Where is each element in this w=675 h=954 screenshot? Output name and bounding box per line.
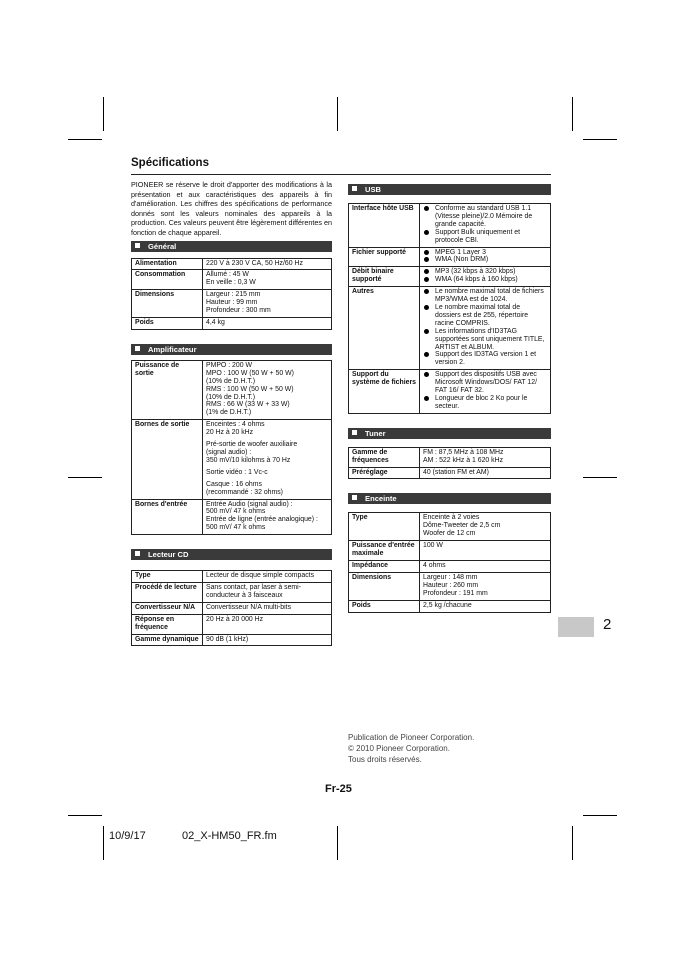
bullet-item	[423, 304, 547, 328]
spec-key: Dimensions	[132, 290, 203, 318]
bullet-item	[423, 249, 547, 257]
crop-mark	[583, 815, 617, 816]
bullet-item	[423, 395, 547, 411]
spec-value	[420, 247, 551, 267]
square-icon	[135, 551, 140, 556]
table-row	[132, 420, 332, 499]
spec-value	[420, 287, 551, 370]
footer-filename: 02_X-HM50_FR.fm	[182, 830, 277, 842]
publication-line: © 2010 Pioneer Corporation.	[348, 744, 450, 753]
section-amplifier	[131, 344, 332, 535]
spec-key: Convertisseur N/A	[132, 602, 203, 614]
spec-value	[203, 634, 332, 646]
crop-mark	[572, 97, 573, 131]
spec-key: Type	[132, 571, 203, 583]
table-row	[132, 583, 332, 603]
crop-mark	[68, 477, 102, 478]
spec-key: Alimentation	[132, 258, 203, 270]
bullet-icon	[424, 257, 429, 262]
value-line: Sortie vidéo : 1 Vc-c	[206, 468, 268, 476]
value-line: RMS : 66 W (33 W + 33 W)	[206, 401, 290, 409]
value-line: 90 dB (1 kHz)	[206, 635, 249, 643]
table-row	[132, 360, 332, 419]
spec-key: Autres	[349, 287, 420, 370]
bullet-item	[423, 276, 547, 284]
value-line: 500 mV/ 47 k ohms	[206, 508, 266, 516]
spec-value	[420, 267, 551, 287]
table-row	[132, 634, 332, 646]
value-line: Sans contact, par laser à semi-conducteur à 3 faisceaux	[206, 584, 301, 599]
table-row	[132, 602, 332, 614]
bullet-item	[423, 229, 547, 245]
value-line: Woofer de 12 cm	[423, 530, 476, 538]
value-line: 2,5 kg /chacune	[423, 601, 472, 609]
value-line: (10% de D.H.T.)	[206, 393, 256, 401]
value-line: Entrée Audio (signal audio) :	[206, 500, 293, 508]
spec-key: Poids	[349, 600, 420, 612]
table-row	[349, 204, 551, 248]
value-line: (1% de D.H.T.)	[206, 409, 252, 417]
spec-table	[348, 447, 551, 480]
right-column	[348, 184, 551, 613]
crop-mark	[583, 139, 617, 140]
square-icon	[352, 495, 357, 500]
value-line: 500 mV/ 47 k ohms	[206, 524, 266, 532]
spec-table	[348, 512, 551, 612]
section-heading: Général	[131, 241, 332, 252]
value-line: 20 Hz à 20 000 Hz	[206, 615, 264, 623]
spec-table	[348, 203, 551, 414]
crop-mark	[337, 97, 338, 131]
bullet-icon	[424, 305, 429, 310]
spec-key: Puissance d'entrée maximale	[349, 541, 420, 561]
crop-mark	[68, 139, 102, 140]
value-line: 4 ohms	[423, 562, 446, 569]
table-row	[349, 572, 551, 600]
bullet-text: WMA (Non DRM)	[435, 256, 489, 264]
spec-table	[131, 360, 332, 535]
spec-key: Interface hôte USB	[349, 204, 420, 248]
table-row	[349, 287, 551, 370]
crop-mark	[583, 477, 617, 478]
spec-key: Type	[349, 513, 420, 541]
spec-key: Gamme de fréquences	[349, 447, 420, 467]
crop-mark	[103, 826, 104, 860]
section-general	[131, 241, 332, 330]
value-line: Allumé : 45 W	[206, 271, 249, 279]
section-tuner	[348, 428, 551, 480]
spec-value	[203, 258, 332, 270]
spec-value	[203, 499, 332, 535]
value-line: (10% de D.H.T.)	[206, 377, 256, 385]
publication-line: Publication de Pioneer Corporation.	[348, 733, 475, 742]
value-line: 350 mV/10 kilohms à 70 Hz	[206, 456, 291, 464]
value-line: Enceintes : 4 ohms	[206, 421, 265, 429]
bullet-item	[423, 288, 547, 304]
spec-key: Bornes de sortie	[132, 420, 203, 499]
value-line: 20 Hz à 20 kHz	[206, 429, 254, 437]
value-line: En veille : 0,3 W	[206, 279, 256, 287]
section-cd-player	[131, 549, 332, 646]
spec-key: Bornes d'entrée	[132, 499, 203, 535]
table-row	[349, 370, 551, 414]
bullet-icon	[424, 250, 429, 255]
publication-line: Tous droits réservés.	[348, 755, 422, 764]
chapter-tab	[558, 617, 594, 637]
table-row	[132, 270, 332, 290]
bullet-item	[423, 205, 547, 229]
value-line: PMPO : 200 W	[206, 361, 252, 369]
value-line: Largeur : 215 mm	[206, 291, 261, 299]
bullet-item	[423, 328, 547, 352]
value-line: Convertisseur N/A multi-bits	[206, 603, 292, 611]
spec-value	[420, 600, 551, 612]
page-title: Spécifications	[131, 157, 209, 169]
table-row	[349, 247, 551, 267]
table-row	[132, 499, 332, 535]
bullet-icon	[424, 230, 429, 235]
value-line: FM : 87,5 MHz à 108 MHz	[423, 448, 504, 456]
table-row	[349, 447, 551, 467]
bullet-icon	[424, 269, 429, 274]
square-icon	[352, 430, 357, 435]
spec-value	[203, 360, 332, 419]
page-number: Fr-25	[325, 783, 352, 795]
value-line: 40 (station FM et AM)	[423, 468, 489, 476]
value-line: Hauteur : 99 mm	[206, 299, 258, 307]
bullet-item	[423, 256, 547, 264]
bullet-text: Support des dispositifs USB avec Microsoft Windows/DOS/ FAT 12/ FAT 16/ FAT 32.	[435, 371, 537, 395]
value-line: Dôme-Tweeter de 2,5 cm	[423, 522, 501, 530]
bullet-text: Longueur de bloc 2 Ko pour le secteur.	[435, 394, 528, 410]
spec-key: Puissance de sortie	[132, 360, 203, 419]
bullet-icon	[424, 289, 429, 294]
value-line: AM : 522 kHz à 1 620 kHz	[423, 456, 504, 464]
spec-value	[420, 467, 551, 479]
value-line: Profondeur : 300 mm	[206, 307, 271, 315]
table-row	[349, 467, 551, 479]
spec-value	[203, 583, 332, 603]
table-row	[132, 571, 332, 583]
spec-table	[131, 258, 332, 330]
section-usb	[348, 184, 551, 414]
value-line: MPO : 100 W (50 W + 50 W)	[206, 369, 294, 377]
square-icon	[135, 243, 140, 248]
bullet-icon	[424, 352, 429, 357]
bullet-item	[423, 268, 547, 276]
title-rule	[131, 174, 551, 175]
square-icon	[352, 186, 357, 191]
value-line: (recommandé : 32 ohms)	[206, 488, 283, 496]
spec-value	[203, 614, 332, 634]
spec-value	[203, 270, 332, 290]
spec-value	[203, 420, 332, 499]
spec-value	[203, 602, 332, 614]
section-heading: Amplificateur	[131, 344, 332, 355]
section-heading: USB	[348, 184, 551, 195]
value-line: Enceinte à 2 voies	[423, 514, 480, 522]
spec-key: Procédé de lecture	[132, 583, 203, 603]
table-row	[349, 561, 551, 573]
table-row	[349, 600, 551, 612]
value-line: RMS : 100 W (50 W + 50 W)	[206, 385, 294, 393]
spec-key: Réponse en fréquence	[132, 614, 203, 634]
spec-value	[420, 370, 551, 414]
crop-mark	[572, 826, 573, 860]
table-row	[132, 290, 332, 318]
bullet-icon	[424, 396, 429, 401]
square-icon	[135, 346, 140, 351]
spec-key: Préréglage	[349, 467, 420, 479]
spec-table	[131, 570, 332, 646]
bullet-text: Le nombre maximal total de fichiers MP3/WMA est de 1024.	[435, 288, 544, 304]
bullet-text: Conforme au standard USB 1.1 (Vitesse pleine)/2.0 Mémoire de grande capacité.	[435, 205, 533, 228]
spec-key: Débit binaire supporté	[349, 267, 420, 287]
spec-key: Fichier supporté	[349, 247, 420, 267]
spec-key: Impédance	[349, 561, 420, 573]
section-heading: Enceinte	[348, 493, 551, 504]
value-line: Entrée de ligne (entrée analogique) :	[206, 516, 318, 524]
value-line: Hauteur : 260 mm	[423, 581, 479, 589]
spec-value	[420, 572, 551, 600]
value-line: Profondeur : 191 mm	[423, 589, 488, 597]
bullet-text: Support Bulk uniquement et protocole CBI.	[435, 228, 521, 244]
bullet-icon	[424, 206, 429, 211]
value-line: Lecteur de disque simple compacts	[206, 572, 315, 580]
spec-value	[203, 571, 332, 583]
bullet-text: Le nombre maximal total de dossiers est de 255, répertoire racine COMPRIS.	[435, 303, 529, 327]
spec-value	[420, 561, 551, 573]
spec-value	[420, 204, 551, 248]
value-line: 100 W	[423, 542, 443, 550]
spec-key: Poids	[132, 318, 203, 330]
crop-mark	[68, 815, 102, 816]
bullet-text: MP3 (32 kbps à 320 kbps)	[435, 268, 516, 276]
chapter-number: 2	[603, 616, 612, 633]
value-line: (signal audio) :	[206, 448, 252, 456]
crop-mark	[337, 826, 338, 860]
section-heading: Lecteur CD	[131, 549, 332, 560]
crop-mark	[103, 97, 104, 131]
spec-value	[203, 318, 332, 330]
left-column	[131, 180, 332, 646]
value-line: Casque : 16 ohms	[206, 480, 262, 488]
spec-key: Dimensions	[349, 572, 420, 600]
bullet-icon	[424, 329, 429, 334]
spec-value	[420, 447, 551, 467]
spec-value	[420, 541, 551, 561]
spec-key: Gamme dynamique	[132, 634, 203, 646]
bullet-item	[423, 371, 547, 395]
table-row	[349, 541, 551, 561]
intro-paragraph: PIONEER se réserve le droit d'apporter des modifications à la présentation et aux caractéristiques des appareils à fin d'amélioration. Les chiffres des spécifications de performance donnés sont les valeurs nominales des appareils à la production. Ces valeurs peuvent être légèrement différentes en fonction de chaque appareil.	[131, 180, 332, 237]
value-line: Largeur : 148 mm	[423, 573, 478, 581]
value-line: Pré-sortie de woofer auxiliaire	[206, 441, 298, 449]
section-heading: Tuner	[348, 428, 551, 439]
table-row	[349, 267, 551, 287]
value-line: 4,4 kg	[206, 319, 225, 326]
table-row	[132, 258, 332, 270]
bullet-text: Support des ID3TAG version 1 et version 2.	[435, 351, 536, 367]
bullet-icon	[424, 277, 429, 282]
bullet-text: Les informations d'ID3TAG supportées sont uniquement TITLE, ARTIST et ALBUM.	[435, 327, 545, 351]
table-row	[132, 318, 332, 330]
spec-key: Support du système de fichiers	[349, 370, 420, 414]
bullet-text: WMA (64 kbps à 160 kbps)	[435, 276, 518, 284]
publication-notice	[348, 732, 474, 765]
spec-value	[203, 290, 332, 318]
section-speaker	[348, 493, 551, 612]
bullet-item	[423, 351, 547, 367]
spec-key: Consommation	[132, 270, 203, 290]
table-row	[132, 614, 332, 634]
bullet-icon	[424, 372, 429, 377]
footer-date: 10/9/17	[109, 830, 146, 842]
value-line: 220 V à 230 V CA, 50 Hz/60 Hz	[206, 259, 303, 267]
table-row	[349, 513, 551, 541]
bullet-text: MPEG 1 Layer 3	[435, 248, 486, 256]
spec-value	[420, 513, 551, 541]
